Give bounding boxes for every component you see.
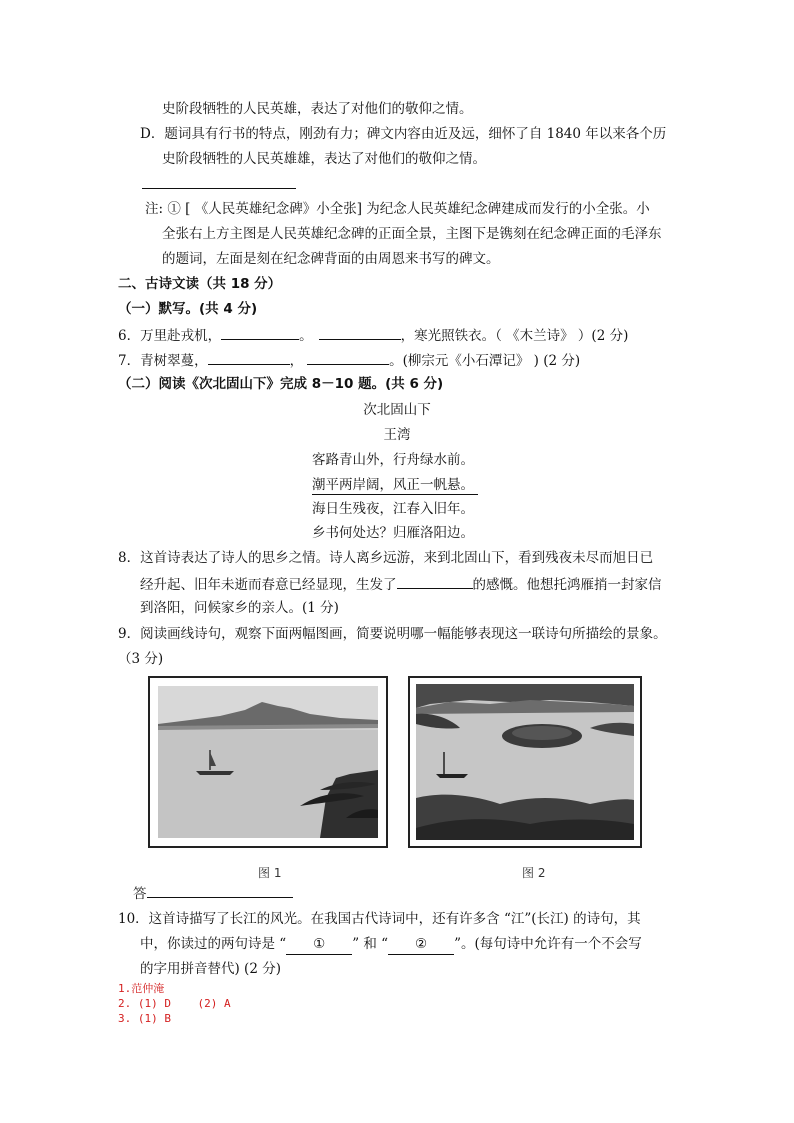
q9-answer-blank[interactable] <box>147 883 293 898</box>
section-title: 二、古诗文读（共 18 分） <box>118 276 282 292</box>
answer-2: 2. (1) D (2) A <box>118 997 231 1010</box>
poem-line-1: 客路青山外，行舟绿水前。 <box>312 452 474 468</box>
q6-text-c: ，寒光照铁衣。（ 《木兰诗》 ）(2 分) <box>400 328 629 344</box>
q8-line3: 到洛阳，问候家乡的亲人。(1 分) <box>140 600 339 616</box>
q10-line1: 10．这首诗描写了长江的风光。在我国古代诗词中，还有许多含 “江”(长江) 的诗句，其 <box>118 911 641 927</box>
figure-1-caption: 图 1 <box>258 866 282 880</box>
q8-text-a: 经升起、旧年未逝而春意已经显现，生发了 <box>140 577 397 593</box>
question-7 <box>118 350 580 370</box>
poem-line-2-underlined <box>312 476 478 494</box>
note-line3: 的题词，左面是刻在纪念碑背面的由周恩来书写的碑文。 <box>162 251 500 267</box>
question-6 <box>118 325 628 345</box>
figure-1-image <box>148 676 388 848</box>
q7-blank-1[interactable] <box>208 350 290 365</box>
q8-blank[interactable] <box>397 574 473 589</box>
poem-title: 次北固山下 <box>363 402 431 418</box>
q9-answer <box>133 883 293 903</box>
q10-text-c: ”。(每句诗中允许有一个不会写 <box>454 936 642 952</box>
q10-line2 <box>140 935 642 955</box>
q7-text-b: ， <box>289 353 304 369</box>
q10-text-a: 中，你读过的两句诗是 “ <box>140 936 287 952</box>
poem-author: 王湾 <box>383 427 411 443</box>
q10-blank-2[interactable]: ② <box>388 935 454 955</box>
footnote-rule <box>142 188 296 189</box>
q10-text-b: ” 和 “ <box>352 936 389 952</box>
figure-2-caption: 图 2 <box>522 866 546 880</box>
q7-blank-2[interactable] <box>307 350 389 365</box>
figure-2-image <box>408 676 642 848</box>
q7-text-a: 7．青树翠蔓， <box>118 353 208 369</box>
option-d-line1: D．题词具有行书的特点，刚劲有力；碑文内容由近及远，细怀了自 1840 年以来各个历 <box>140 126 667 142</box>
q6-text-b: 。 <box>299 328 313 344</box>
subsection-dictation: （一）默写。(共 4 分) <box>118 301 258 317</box>
q6-text-a: 6．万里赴戎机， <box>118 328 222 344</box>
poem-line-2-text: 潮平两岸阔，风正一帆悬。 <box>312 477 474 493</box>
q8-line2 <box>140 574 662 594</box>
q10-line3: 的字用拼音替代) (2 分) <box>140 961 281 977</box>
option-c-line2: 史阶段牺牲的人民英雄，表达了对他们的敬仰之情。 <box>162 101 473 117</box>
q9-line1: 9．阅读画线诗句，观察下面两幅图画，简要说明哪一幅能够表现这一联诗句所描绘的景象。 <box>118 626 667 642</box>
q10-blank-1[interactable]: ① <box>286 935 352 955</box>
answer-3: 3. (1) B <box>118 1012 171 1025</box>
note-line1: 注: ① [ 《人民英雄纪念碑》小全张] 为纪念人民英雄纪念碑建成而发行的小全张。小 <box>145 201 650 217</box>
poem-line-4: 乡书何处达？归雁洛阳边。 <box>312 525 474 541</box>
answer-1: 1.范仲淹 <box>118 982 165 995</box>
q9-line2: （3 分) <box>118 651 164 667</box>
option-d-line2: 史阶段牺牲的人民英雄雄，表达了对他们的敬仰之情。 <box>162 151 486 167</box>
q9-answer-label: 答 <box>133 886 147 902</box>
poem-line-3: 海日生残夜，江春入旧年。 <box>312 501 474 517</box>
note-line2: 全张右上方主图是人民英雄纪念碑的正面全景，主图下是镌刻在纪念碑正面的毛泽东 <box>162 226 662 242</box>
q6-blank-2[interactable] <box>319 325 401 340</box>
q7-text-c: 。(柳宗元《小石潭记》 ) (2 分) <box>389 353 581 369</box>
q8-text-b: 的感慨。他想托鸿雁捎一封家信 <box>472 577 662 593</box>
figure-2-landscape <box>410 678 640 846</box>
q6-blank-1[interactable] <box>221 325 299 340</box>
subsection-reading: （二）阅读《次北固山下》完成 8－10 题。(共 6 分) <box>118 376 444 392</box>
figure-1-landscape <box>150 678 386 846</box>
q8-line1: 8．这首诗表达了诗人的思乡之情。诗人离乡远游，来到北固山下，看到残夜未尽而旭日已 <box>118 550 654 566</box>
